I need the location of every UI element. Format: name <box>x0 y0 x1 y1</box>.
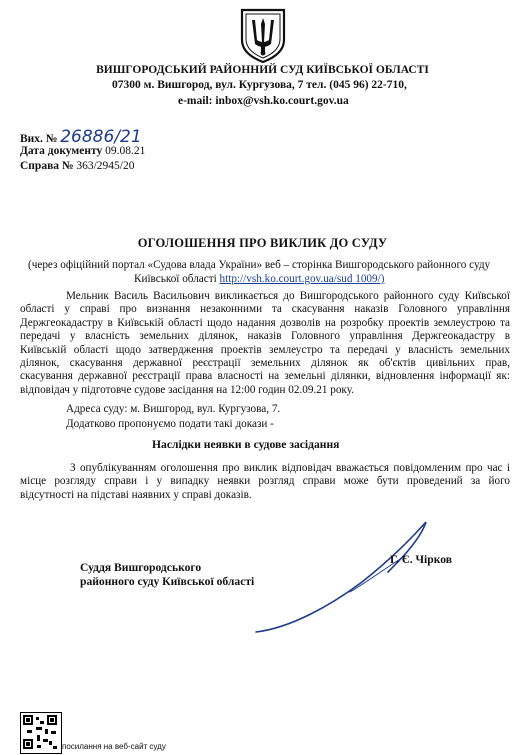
case-label: Справа № <box>20 160 74 172</box>
judge-name: Г. Є. Чірков <box>390 553 452 566</box>
body-line: передачі у власність земельних ділянок, наказів Головного управління Держгеокадастру в <box>20 330 510 343</box>
consequences-line: відсутності на підставі наявних у справі доказів. <box>20 488 252 501</box>
body-line: скасування державної реєстрації права власності на земельні ділянки, відновлення інформації як: <box>20 370 510 383</box>
notice-subtitle-line1: (через офіційний портал «Судова влада України» веб – сторінка Вишгородського районного суду <box>28 259 491 271</box>
consequences-title: Наслідки неявки в судове засідання <box>152 438 340 451</box>
trident-emblem <box>234 6 292 64</box>
qr-code-icon[interactable] <box>20 712 62 754</box>
notice-subtitle-line2 <box>134 273 514 286</box>
court-address-line: Адреса суду: м. Вишгород, вул. Кургузова, 7. <box>66 403 281 415</box>
outgoing-label: Вих. № <box>20 133 58 145</box>
evidence-line: Додатково пропонуємо подати такі докази - <box>66 418 274 430</box>
court-website-link[interactable]: http://vsh.ko.court.gov.ua/sud 1009/) <box>219 273 385 285</box>
court-address: 07300 м. Вишгород, вул. Кургузова, 7 тел. (045 96) 22-710, <box>112 79 407 91</box>
body-line: відповідач у підготовче судове засідання на 12:00 годин 02.09.21 року. <box>20 383 354 396</box>
notice-title: ОГОЛОШЕННЯ ПРО ВИКЛИК ДО СУДУ <box>137 236 388 250</box>
consequences-line: місце розгляду справи і у випадку неявки розгляд справи може бути проведений за його <box>20 475 510 488</box>
case-value: 363/2945/20 <box>76 160 135 172</box>
body-line: Держгеокадастру в Київській області щодо надання дозволів на розробку проектів землеустрою та <box>20 316 510 329</box>
subtitle-prefix: Київської області <box>134 273 217 285</box>
court-name: ВИШГОРОДСЬКИЙ РАЙОННИЙ СУД КИЇВСЬКОЇ ОБЛАСТІ <box>96 64 429 76</box>
document-date-label: Дата документу <box>20 145 103 157</box>
body-line: області у справі про визнання незаконними та скасування наказів Головного управління <box>20 303 510 316</box>
body-line: Мельник Василь Васильович викликається до Вишгородського районного суду Київської <box>66 290 510 302</box>
notice-body <box>20 290 510 397</box>
outgoing-number <box>20 127 260 147</box>
body-line: Київській області щодо затвердження проектів землеустро та передачі у власність земельних <box>20 343 510 356</box>
document-date-value: 09.08.21 <box>105 145 146 157</box>
judge-position-line2: районного суду Київської області <box>80 575 255 588</box>
consequences-line: З опублікуванням оголошення про виклик відповідач вважається повідомленим про час і <box>70 462 510 474</box>
body-line: ділянок, скасування державної реєстрації земельних ділянок як об'єктів цивільних прав, <box>20 357 510 370</box>
consequences-text <box>20 462 510 502</box>
judge-position-line1: Суддя Вишгородського <box>80 561 202 574</box>
court-email: e-mail: inbox@vsh.ko.court.gov.ua <box>178 95 349 107</box>
case-number <box>20 160 260 172</box>
qr-caption: посилання на веб-сайт суду <box>62 742 166 751</box>
outgoing-number-handwritten: 26886/21 <box>60 127 142 147</box>
document-date <box>20 145 260 157</box>
